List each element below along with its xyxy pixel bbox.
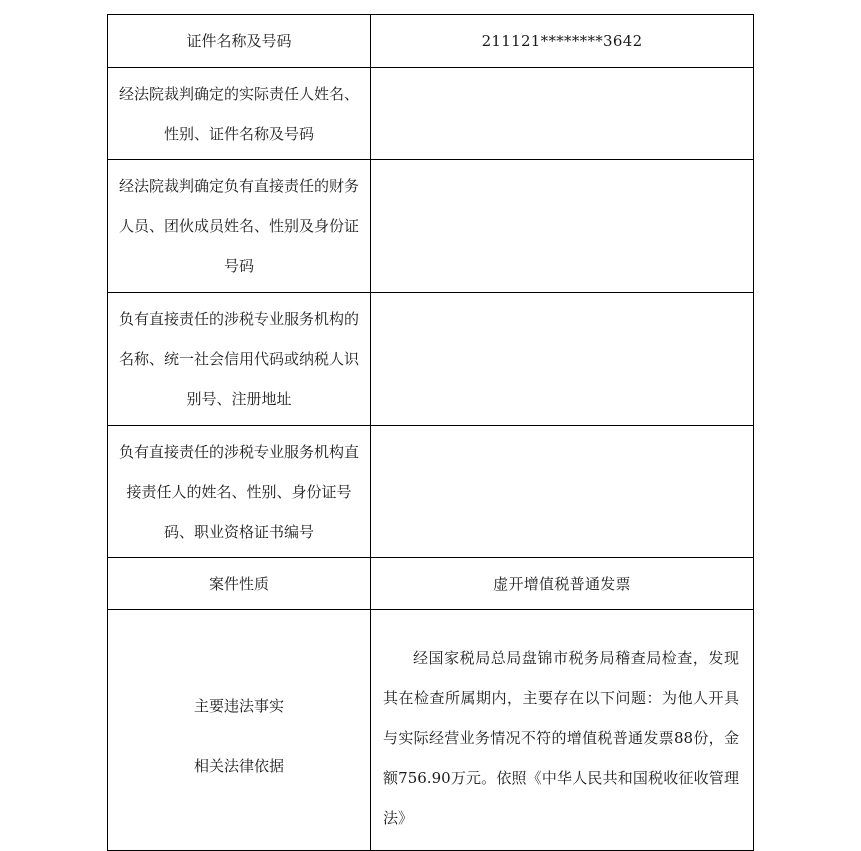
finance-staff-label: 经法院裁判确定负有直接责任的财务人员、团伙成员姓名、性别及身份证号码: [118, 177, 359, 275]
facts-label-cell: [108, 610, 371, 851]
table-row-actual-responsible-person: [108, 68, 754, 160]
tax-agency-person-label: 负有直接责任的涉税专业服务机构直接责任人的姓名、性别、身份证号码、职业资格证书编号: [118, 442, 359, 541]
tax-agency-value-cell: [371, 293, 754, 426]
table-row-id-document: [108, 15, 754, 68]
legal-basis-label: 相关法律依据: [193, 757, 284, 775]
facts-value-cell: [371, 610, 754, 851]
id-document-value: 211121********3642: [481, 32, 643, 50]
id-document-label-cell: [108, 15, 371, 68]
main-facts-label: 主要违法事实: [193, 697, 284, 715]
tax-violation-record-table: [107, 14, 754, 851]
table-row-tax-agency-person: [108, 426, 754, 558]
facts-description: 经国家税局总局盘锦市税务局稽查局检查，发现其在检查所属期内，主要存在以下问题：为他人开具与实际经营业务情况不符的增值税普通发票88份，金额756.90万元。依照《中华人民共和国税收征收管理法》: [383, 649, 739, 827]
tax-agency-person-value-cell: [371, 426, 754, 558]
table-row-facts-and-law: [108, 610, 754, 851]
case-nature-label-cell: [108, 558, 371, 610]
tax-agency-label: 负有直接责任的涉税专业服务机构的名称、统一社会信用代码或纳税人识别号、注册地址: [118, 310, 359, 408]
id-document-value-cell: [371, 15, 754, 68]
case-nature-value: 虚开增值税普通发票: [493, 574, 631, 593]
facts-label-group: [108, 610, 370, 786]
tax-agency-label-cell: [108, 293, 371, 426]
case-nature-label: 案件性质: [208, 574, 269, 593]
actual-responsible-person-label-cell: [108, 68, 371, 160]
finance-staff-value-cell: [371, 160, 754, 293]
actual-responsible-person-value-cell: [371, 68, 754, 160]
tax-agency-person-label-cell: [108, 426, 371, 558]
actual-responsible-person-label: 经法院裁判确定的实际责任人姓名、性别、证件名称及号码: [118, 84, 359, 143]
finance-staff-label-cell: [108, 160, 371, 293]
table-row-tax-agency: [108, 293, 754, 426]
table-row-finance-staff: [108, 160, 754, 293]
table-row-case-nature: [108, 558, 754, 610]
case-nature-value-cell: [371, 558, 754, 610]
id-document-label: 证件名称及号码: [186, 32, 292, 50]
